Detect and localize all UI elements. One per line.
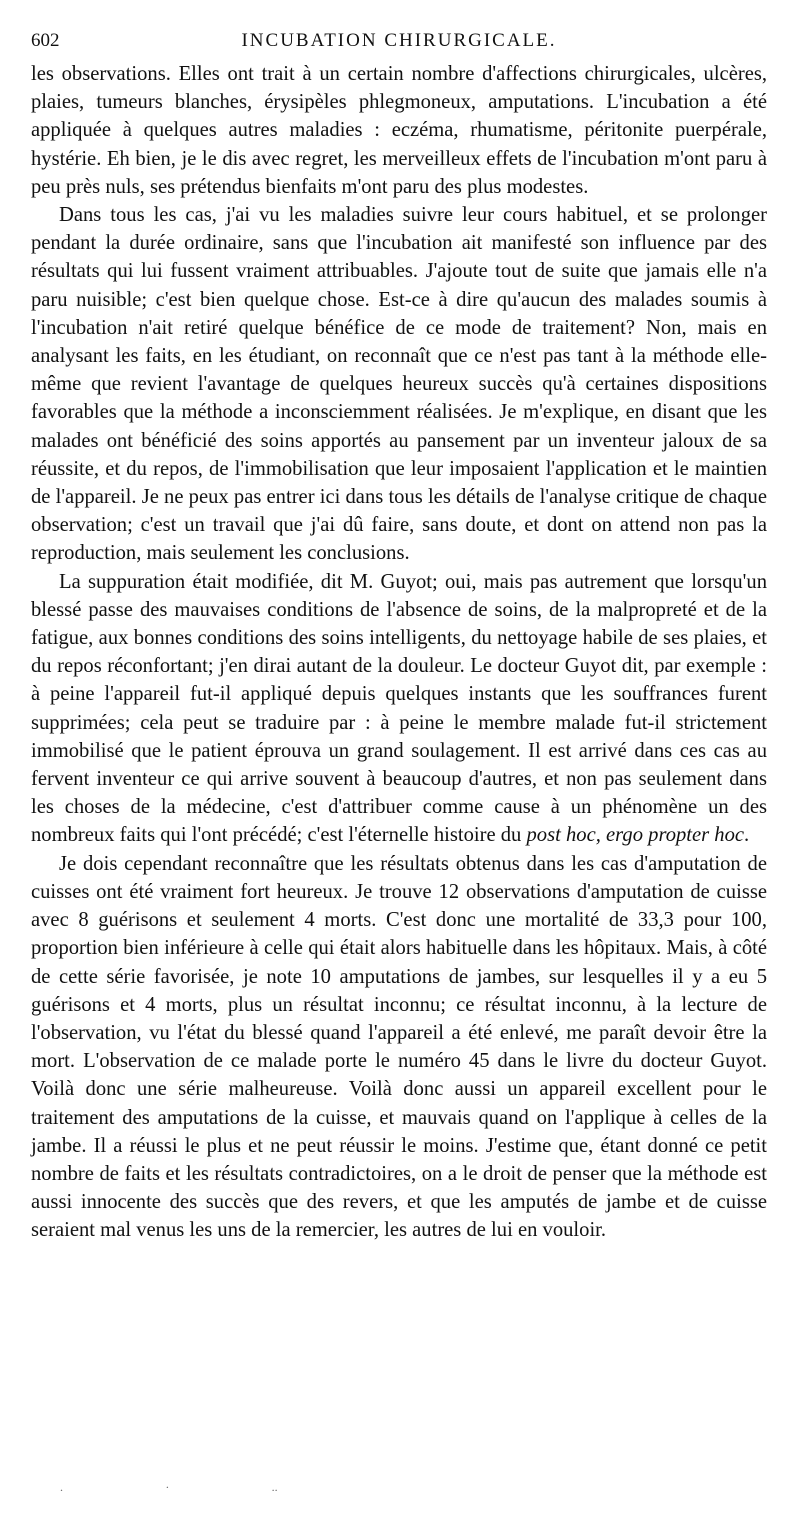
- book-page: [31, 30, 767, 1245]
- paragraph-text: Je dois cependant reconnaître que les résultats obtenus dans les cas d'amputation de cuisses ont été vraiment fort heureux. Je trouve 12 observations d'amputation de cuisse avec 8 guérisons et seulement 4 morts. C'est donc une mortalité de 33,3 pour 100, proportion bien inférieure à celle qui était alors habituelle dans les hôpitaux. Mais, à côté de cette série favorisée, je note 10 amputations de jambes, sur lesquelles il y a eu 5 guérisons et 4 morts, plus un résultat inconnu; ce résultat inconnu, à la lecture de l'observation, vu l'état du blessé quand l'appareil a été enlevé, me paraît devoir être la mort. L'observation de ce malade porte le numéro 45 dans le livre du docteur Guyot. Voilà donc une série malheureuse. Voilà donc aussi un appareil excellent pour le traitement des amputations de la cuisse, et mauvais quand on l'applique à celles de la jambe. Il a réussi le plus et ne peut réussir le moins. J'estime que, étant donné ce petit nombre de faits et les résultats contradictoires, on a le droit de penser que la méthode est aussi innocente des succès que des revers, et que les amputés de jambe et de cuisse seraient mal venus les uns de la remercier, les autres de lui en vouloir.: [31, 852, 767, 1242]
- page-number: 602: [31, 30, 60, 51]
- paragraph-text: .: [744, 824, 750, 847]
- italic-phrase: post hoc, ergo propter hoc: [526, 824, 745, 847]
- footer-marks: [60, 1480, 380, 1495]
- paragraph: [31, 568, 767, 850]
- paragraph: [31, 850, 767, 1245]
- paragraph-text: La suppuration était modifiée, dit M. Guyot; oui, mais pas autrement que lorsqu'un blessé passe des mauvaises conditions de l'absence de soins, de la malpropreté et de la fatigue, aux bonnes conditions des soins intelligents, du nettoyage habile de ses plaies, et du repos réconfortant; j'en dirai autant de la douleur. Le docteur Guyot dit, par exemple : à peine l'appareil fut-il appliqué depuis quelques instants que les souffrances furent supprimées; cela peut se traduire par : à peine le membre malade fut-il strictement immobilisé que le patient éprouva un grand soulagement. Il est arrivé dans ces cas au fervent inventeur ce qui arrive souvent à beaucoup d'autres, et non pas seulement dans les choses de la médecine, c'est d'attribuer comme cause à un phénomène un des nombreux faits qui l'ont précédé; c'est l'éternelle histoire du: [31, 570, 767, 847]
- footer-mark: ..: [271, 1480, 278, 1494]
- paragraph: [31, 60, 767, 201]
- paragraph-text: les observations. Elles ont trait à un certain nombre d'affections chirurgicales, ulcères, plaies, tumeurs blanches, érysipèles phlegmoneux, amputations. L'incubation a été appliquée à quelques autres maladies : eczéma, rhumatisme, péritonite puerpérale, hystérie. Eh bien, je le dis avec regret, les merveilleux effets de l'incubation m'ont paru à peu près nuls, ses prétendus bienfaits m'ont paru des plus modestes.: [31, 63, 767, 198]
- body-text: [31, 60, 767, 1245]
- running-head: [31, 30, 767, 60]
- running-title: INCUBATION CHIRURGICALE.: [241, 30, 557, 51]
- footer-mark: .: [60, 1480, 63, 1494]
- paragraph-text: Dans tous les cas, j'ai vu les maladies suivre leur cours habituel, et se prolonger pendant la durée ordinaire, sans que l'incubation ait manifesté son influence par des résultats qui lui fussent vraiment attribuables. J'ajoute tout de suite que jamais elle n'a paru nuisible; c'est bien quelque chose. Est-ce à dire qu'aucun des malades soumis à l'incubation n'ait retiré quelque bénéfice de ce mode de traitement? Non, mais en analysant les faits, en les étudiant, on reconnaît que ce n'est pas tant à la méthode elle-même que revient l'avantage de quelques heureux succès qu'à certaines dispositions favorables que la méthode a inconsciemment réalisées. Je m'explique, en disant que les malades ont bénéficié des soins apportés au pansement par un inventeur jaloux de sa réussite, et du repos, de l'immobilisation que leur imposaient l'application et le maintien de l'appareil. Je ne peux pas entrer ici dans tous les détails de l'analyse critique de chaque observation; c'est un travail que j'ai dû faire, sans doute, et dont on attend non pas la reproduction, mais seulement les conclusions.: [31, 204, 767, 565]
- paragraph: [31, 201, 767, 568]
- footer-mark: ·: [165, 1480, 170, 1494]
